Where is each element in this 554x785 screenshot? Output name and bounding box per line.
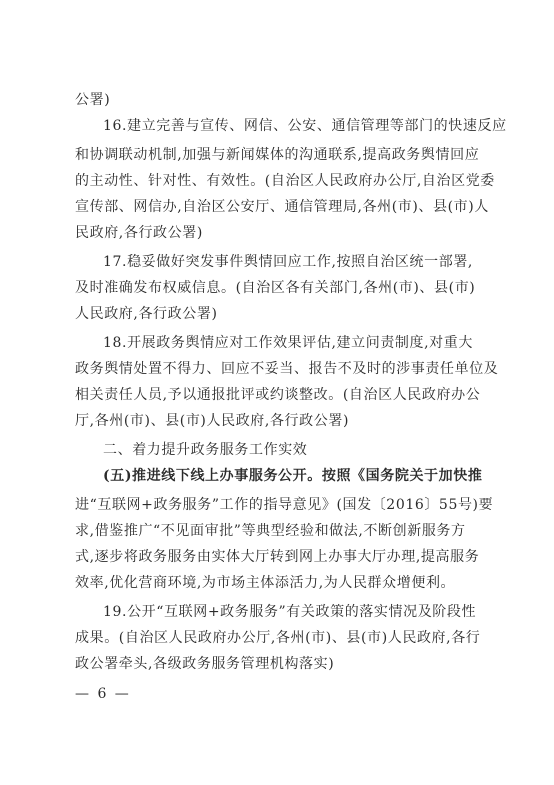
text-line: 成果。(自治区人民政府办公厅,各州(市)、县(市)人民政府,各行 [75, 630, 481, 646]
text-line: 效率,优化营商环境,为市场主体添活力,为人民群众增便利。 [75, 575, 456, 591]
text-line: 公署) [75, 92, 111, 108]
section-heading: 二、着力提升政务服务工作实效 [103, 442, 308, 458]
text-line: 的主动性、针对性、有效性。(自治区人民政府办公厅,自治区党委 [75, 173, 495, 189]
text-line: 进“互联网+政务服务”工作的指导意见》(国发〔2016〕55号)要 [75, 497, 494, 513]
page-number: — 6 — [75, 686, 131, 702]
text-line: (五)推进线下线上办事服务公开。按照《国务院关于加快推 [103, 468, 483, 484]
text-line: 政公署牵头,各级政务服务管理机构落实) [75, 656, 335, 672]
text-line: 人民政府,各行政公署) [75, 306, 218, 322]
text-line: 17.稳妥做好突发事件舆情回应工作,按照自治区统一部署, [103, 254, 473, 270]
text-line: 厅,各州(市)、县(市)人民政府,各行政公署) [75, 413, 350, 429]
text-line: 18.开展政务舆情应对工作效果评估,建立问责制度,对重大 [103, 335, 473, 351]
text-line: 19.公开“互联网+政务服务”有关政策的落实情况及阶段性 [103, 604, 477, 620]
text-line: 民政府,各行政公署) [75, 225, 203, 241]
text-line: 及时准确发布权威信息。(自治区各有关部门,各州(市)、县(市) [75, 280, 476, 296]
text-line: 式,逐步将政务服务由实体大厅转到网上办事大厅办理,提高服务 [75, 549, 480, 565]
text-line: 相关责任人员,予以通报批评或约谈整改。(自治区人民政府办公 [75, 387, 481, 403]
text-line: 政务舆情处置不得力、回应不妥当、报告不及时的涉事责任单位及 [75, 361, 499, 377]
text-line: 和协调联动机制,加强与新闻媒体的沟通联系,提高政务舆情回应 [75, 147, 480, 163]
text-line: 求,借鉴推广“不见面审批”等典型经验和做法,不断创新服务方 [75, 523, 466, 539]
text-line: 宣传部、网信办,自治区公安厅、通信管理局,各州(市)、县(市)人 [75, 199, 489, 215]
text-line: 16.建立完善与宣传、网信、公安、通信管理等部门的快速反应 [103, 118, 507, 134]
